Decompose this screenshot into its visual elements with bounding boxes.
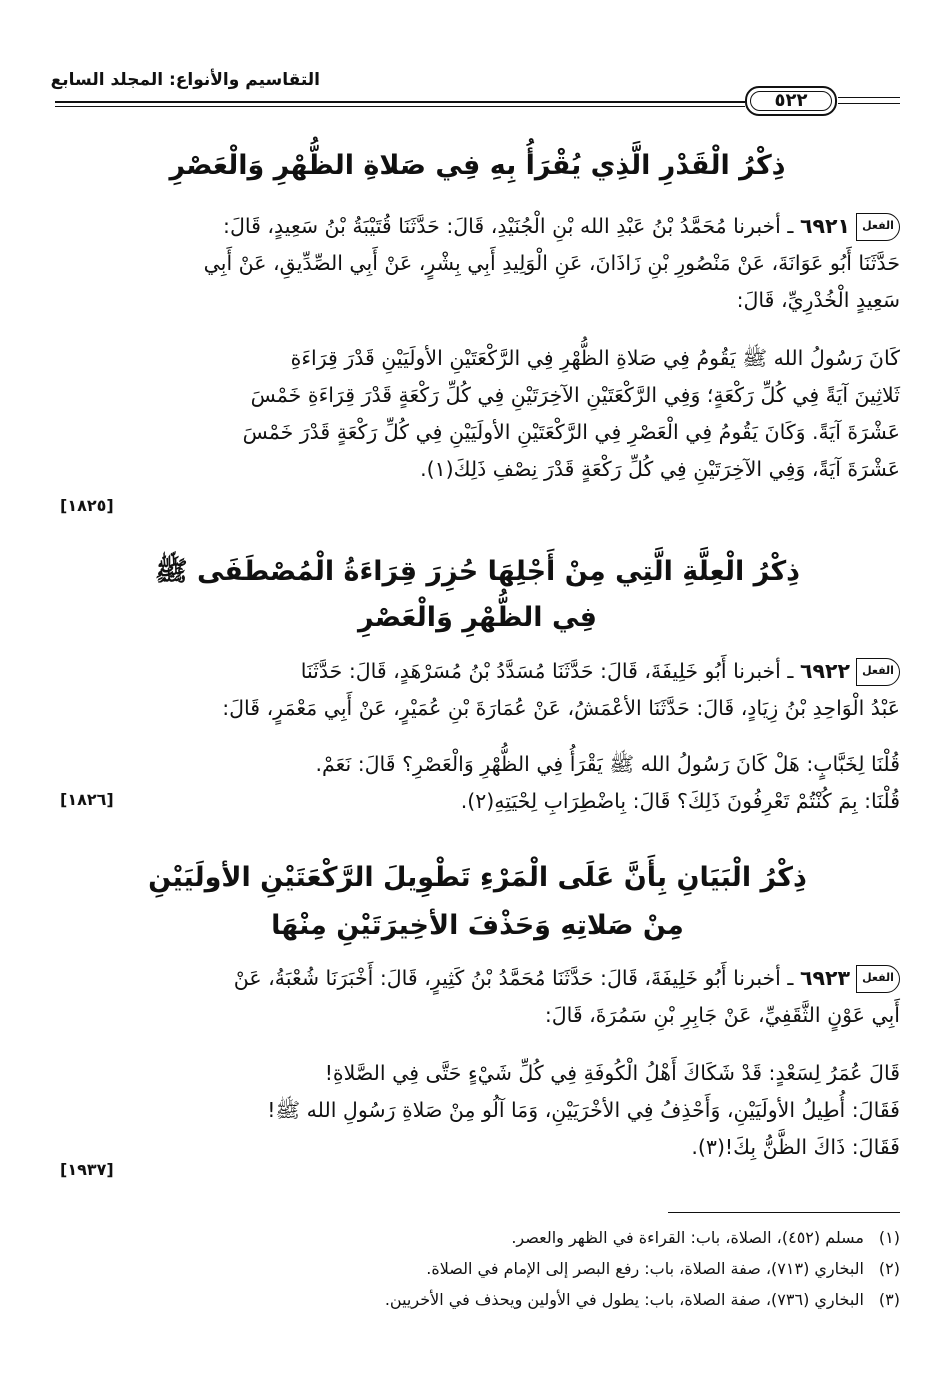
footnote-mark: (٢) [878,1259,900,1278]
hadith-matn [58,746,900,820]
section-heading: ذِكْرُ الْقَدْرِ الَّذِي يُقْرَأُ بِهِ فِي صَلاةِ الظُّهْرِ وَالْعَصْرِ [169,150,786,181]
footnote-text: البخاري (٧١٣)، صفة الصلاة، باب: رفع البصر إلى الإمام في الصلاة. [426,1259,864,1278]
section-heading: ذِكْرُ الْبَيَانِ بِأَنَّ عَلَى الْمَرْءِ تَطْوِيلَ الرَّكْعَتَيْنِ الأولَيَيْنِ [148,862,807,893]
hadith-number: ٦٩٢٢ [799,659,850,683]
hadith-number: ٦٩٢٣ [799,966,850,990]
hadith-number: ٦٩٢١ [799,214,850,238]
footnote-text: مسلم (٤٥٢)، الصلاة، باب: القراءة في الظهر والعصر. [511,1228,864,1247]
footnote-mark: (٣) [878,1290,900,1309]
text-line: عَشْرَةَ آيَةً، وَفِي الآخِرَتَيْنِ فِي كُلِّ رَكْعَةٍ قَدْرَ نِصْفِ ذَلِكَ(١). [420,457,900,481]
chapter-badge: الفعل [856,965,900,993]
cross-reference: [١٨٢٦] [60,790,114,809]
text-line: الفعل٦٩٢١ ـ أخبرنا مُحَمَّدُ بْنُ عَبْدِ الله بْنِ الْجُنَيْدِ، قَالَ: حَدَّثَنَا قُتَيْبَةُ بْنُ سَعِيدٍ، قَالَ: [58,208,900,245]
page-number: ٥٢٢ [745,86,837,116]
text-line: الفعل٦٩٢٣ ـ أخبرنا أَبُو خَلِيفَةَ، قَالَ: حَدَّثَنَا مُحَمَّدُ بْنُ كَثِيرٍ، قَالَ: أَخْبَرَنَا شُعْبَةُ، عَنْ [58,960,900,997]
hadith-text [58,208,900,319]
cross-reference: [١٨٢٥] [60,496,114,515]
text-line: حَدَّثَنَا أَبُو عَوَانَةَ، عَنْ مَنْصُورِ بْنِ زَاذَانَ، عَنِ الْوَلِيدِ أَبِي بِشْرٍ، عَنْ أَبِي الصِّدِّيقِ، عَنْ أَبِي [203,251,900,275]
text-line: عَشْرَةَ آيَةً. وَكَانَ يَقُومُ فِي الْعَصْرِ فِي الرَّكْعَتَيْنِ الأولَيَيْنِ فِي كُلِّ رَكْعَةٍ قَدْرَ خَمْسَ [242,420,900,444]
chapter-badge: الفعل [856,658,900,686]
text-line: سَعِيدٍ الْخُدْرِيِّ، قَالَ: [736,288,900,312]
text-line: أَبِي عَوْنٍ الثَّقَفِيِّ، عَنْ جَابِرِ بْنِ سَمُرَةَ، قَالَ: [544,1003,900,1027]
text-line: كَانَ رَسُولُ الله ﷺ يَقُومُ فِي صَلاةِ الظُّهْرِ فِي الرَّكْعَتَيْنِ الأولَيَيْنِ قَدْرَ قِرَاءَةِ [290,346,900,370]
text-line-content: أخبرنا أَبُو خَلِيفَةَ، قَالَ: حَدَّثَنَا مُحَمَّدُ بْنُ كَثِيرٍ، قَالَ: أَخْبَرَنَا شُعْبَةُ، عَنْ [233,966,781,990]
running-header-title: التقاسيم والأنواع: المجلد السابع [50,70,320,90]
header-rule-thin [55,106,745,107]
section-heading: ذِكْرُ الْعِلَّةِ الَّتِي مِنْ أَجْلِهَا حُزِرَ قِرَاءَةُ الْمُصْطَفَى ﷺ [154,556,801,587]
text-line: عَبْدُ الْوَاحِدِ بْنُ زِيَادٍ، قَالَ: حَدَّثَنَا الأعْمَشُ، عَنْ عُمَارَةَ بْنِ عُمَيْرٍ، عَنْ أَبِي مَعْمَرٍ، قَالَ: [222,696,900,720]
header-rule-right-lower [838,103,900,104]
footnotes [100,1222,900,1315]
text-line: قُلْنَا: بِمَ كُنْتُمْ تَعْرِفُونَ ذَلِكَ؟ قَالَ: بِاضْطِرَابِ لِحْيَتِهِ(٢). [460,789,900,813]
text-line-content: أخبرنا مُحَمَّدُ بْنُ عَبْدِ الله بْنِ الْجُنَيْدِ، قَالَ: حَدَّثَنَا قُتَيْبَةُ بْنُ سَعِيدٍ، قَالَ: [223,214,781,238]
footnote-mark: (١) [878,1228,900,1247]
hadith-matn [58,1055,900,1166]
text-line: فَقَالَ: ذَاكَ الظَّنُّ بِكَ!(٣). [691,1135,900,1159]
text-line: فَقَالَ: أُطِيلُ الأولَيَيْنِ، وَأَحْذِفُ فِي الأخْرَيَيْنِ، وَمَا آلُو مِنْ صَلاةِ رَسُولِ الله ﷺ! [267,1098,900,1122]
footnote-text: البخاري (٧٣٦)، صفة الصلاة، باب: يطول في الأولين ويحذف في الأخريين. [384,1290,864,1309]
footnote-rule [668,1212,900,1213]
text-line: قَالَ عُمَرُ لِسَعْدٍ: قَدْ شَكَاكَ أَهْلُ الْكُوفَةِ فِي كُلِّ شَيْءٍ حَتَّى فِي الصَّلاةِ! [324,1061,900,1085]
text-line: قُلْنَا لِخَبَّابٍ: هَلْ كَانَ رَسُولُ الله ﷺ يَقْرَأُ فِي الظُّهْرِ وَالْعَصْرِ؟ قَالَ: نَعَمْ. [315,752,900,776]
header-rule [55,101,745,103]
section-heading-line2: فِي الظُّهْرِ وَالْعَصْرِ [358,602,597,633]
text-line-content: أخبرنا أَبُو خَلِيفَةَ، قَالَ: حَدَّثَنَا مُسَدَّدُ بْنُ مُسَرْهَدٍ، قَالَ: حَدَّثَنَا [300,659,781,683]
footnote [100,1222,900,1253]
hadith-matn [58,340,900,488]
footnote [100,1253,900,1284]
chapter-badge: الفعل [856,213,900,241]
hadith-text [58,653,900,727]
hadith-text [58,960,900,1034]
header-rule-right [838,97,900,98]
footnote [100,1284,900,1315]
section-heading-line2: مِنْ صَلاتِهِ وَحَذْفَ الأخِيرَتَيْنِ مِنْهَا [271,910,684,941]
text-line: الفعل٦٩٢٢ ـ أخبرنا أَبُو خَلِيفَةَ، قَالَ: حَدَّثَنَا مُسَدَّدُ بْنُ مُسَرْهَدٍ، قَالَ: حَدَّثَنَا [58,653,900,690]
text-line: ثَلاثِينَ آيَةً فِي كُلِّ رَكْعَةٍ؛ وَفِي الرَّكْعَتَيْنِ الآخِرَتَيْنِ فِي كُلِّ رَكْعَةٍ قَدْرَ قِرَاءَةِ خَمْسَ [250,383,900,407]
cross-reference: [١٩٣٧] [60,1160,114,1179]
